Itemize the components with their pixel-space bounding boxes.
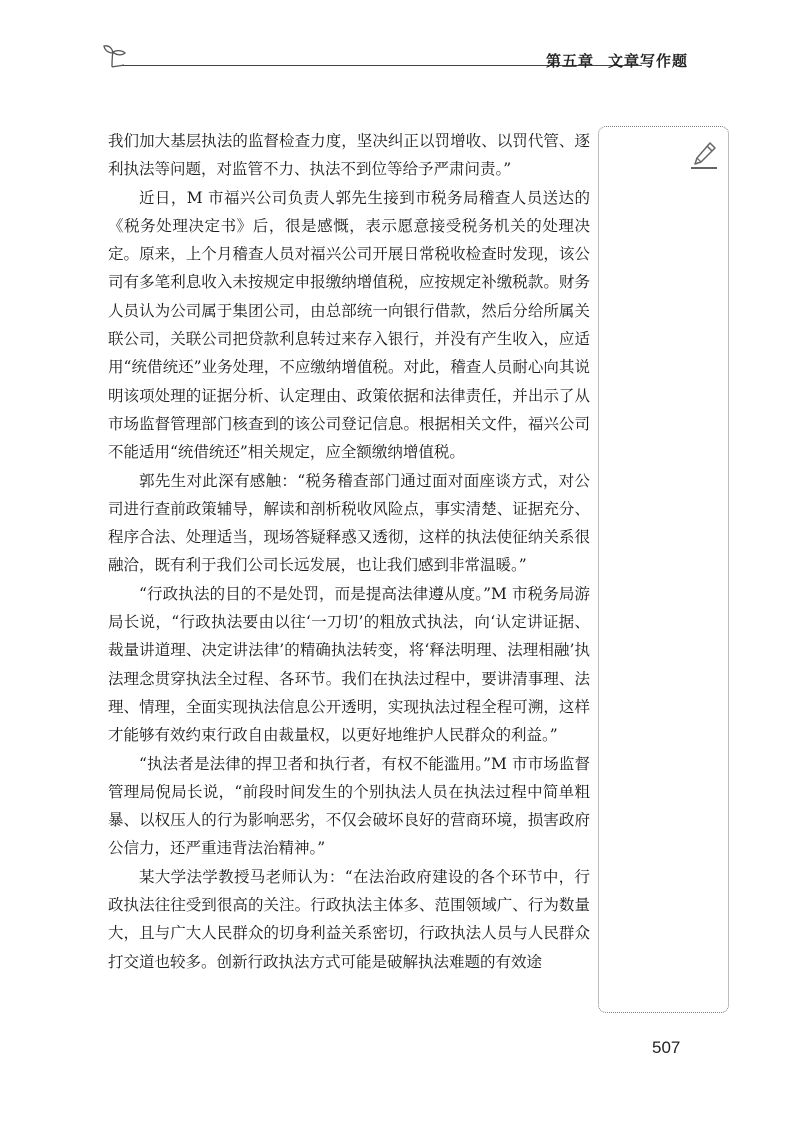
paragraph: “行政执法的目的不是处罚，而是提高法律遵从度。”M 市税务局游局长说，“行政执法要由以往‘一刀切’的粗放式执法，向‘认定讲证据、裁量讲道理、决定讲法律’的精确执法转变，将‘释法明理、法理相融’执法理念贯穿执法全过程、各环节。我们在执法过程中，要讲清事理、法理、情理，全面实现执法信息公开透明，实现执法过程全程可溯，这样才能够有效约束行政自由裁量权，以更好地维护人民群众的利益。” bbox=[108, 584, 590, 745]
paragraph: 郭先生对此深有感触：“税务稽查部门通过面对面座谈方式，对公司进行查前政策辅导，解读和剖析税收风险点，事实清楚、证据充分、程序合法、处理适当，现场答疑释惑又透彻，这样的执法使征纳关系很融洽，既有利于我们公司长远发展，也让我们感到非常温暖。” bbox=[108, 471, 590, 575]
paragraph: “执法者是法律的捍卫者和执行者，有权不能滥用。”M 市市场监督管理局倪局长说，“前段时间发生的个别执法人员在执法过程中简单粗暴、以权压人的行为影响恶劣，不仅会破坏良好的营商环境，损害政府公信力，还严重违背法治精神。” bbox=[108, 754, 590, 858]
paragraph: 某大学法学教授马老师认为：“在法治政府建设的各个环节中，行政执法往往受到很高的关注。行政执法主体多、范围领域广、行为数量大，且与广大人民群众的切身利益关系密切，行政执法人员与人民群众打交道也较多。创新行政执法方式可能是破解执法难题的有效途 bbox=[108, 867, 590, 971]
pencil-icon bbox=[690, 141, 718, 171]
chapter-title: 文章写作题 bbox=[607, 52, 688, 70]
notes-margin-box bbox=[598, 126, 729, 1013]
page-header bbox=[100, 40, 700, 70]
article-body bbox=[108, 127, 590, 976]
chapter-heading bbox=[546, 50, 688, 71]
paragraph: 我们加大基层执法的监督检查力度，坚决纠正以罚增收、以罚代管、逐利执法等问题，对监管不力、执法不到位等给予严肃问责。” bbox=[108, 132, 590, 179]
chapter-number: 第五章 bbox=[545, 52, 594, 70]
page-number: 507 bbox=[652, 1038, 681, 1057]
paragraph: 近日，M 市福兴公司负责人郭先生接到市税务局稽查人员送达的《税务处理决定书》后，很是感慨，表示愿意接受税务机关的处理决定。原来，上个月稽查人员对福兴公司开展日常税收检查时发现，该公司有多笔利息收入未按规定申报缴纳增值税，应按规定补缴税款。财务人员认为公司属于集团公司，由总部统一向银行借款，然后分给所属关联公司，关联公司把贷款利息转过来存入银行，并没有产生收入，应适用“统借统还”业务处理，不应缴纳增值税。对此，稽查人员耐心向其说明该项处理的证据分析、认定理由、政策依据和法律责任，并出示了从市场监督管理部门核查到的该公司登记信息。根据相关文件，福兴公司不能适用“统借统还”相关规定，应全额缴纳增值税。 bbox=[108, 188, 590, 462]
